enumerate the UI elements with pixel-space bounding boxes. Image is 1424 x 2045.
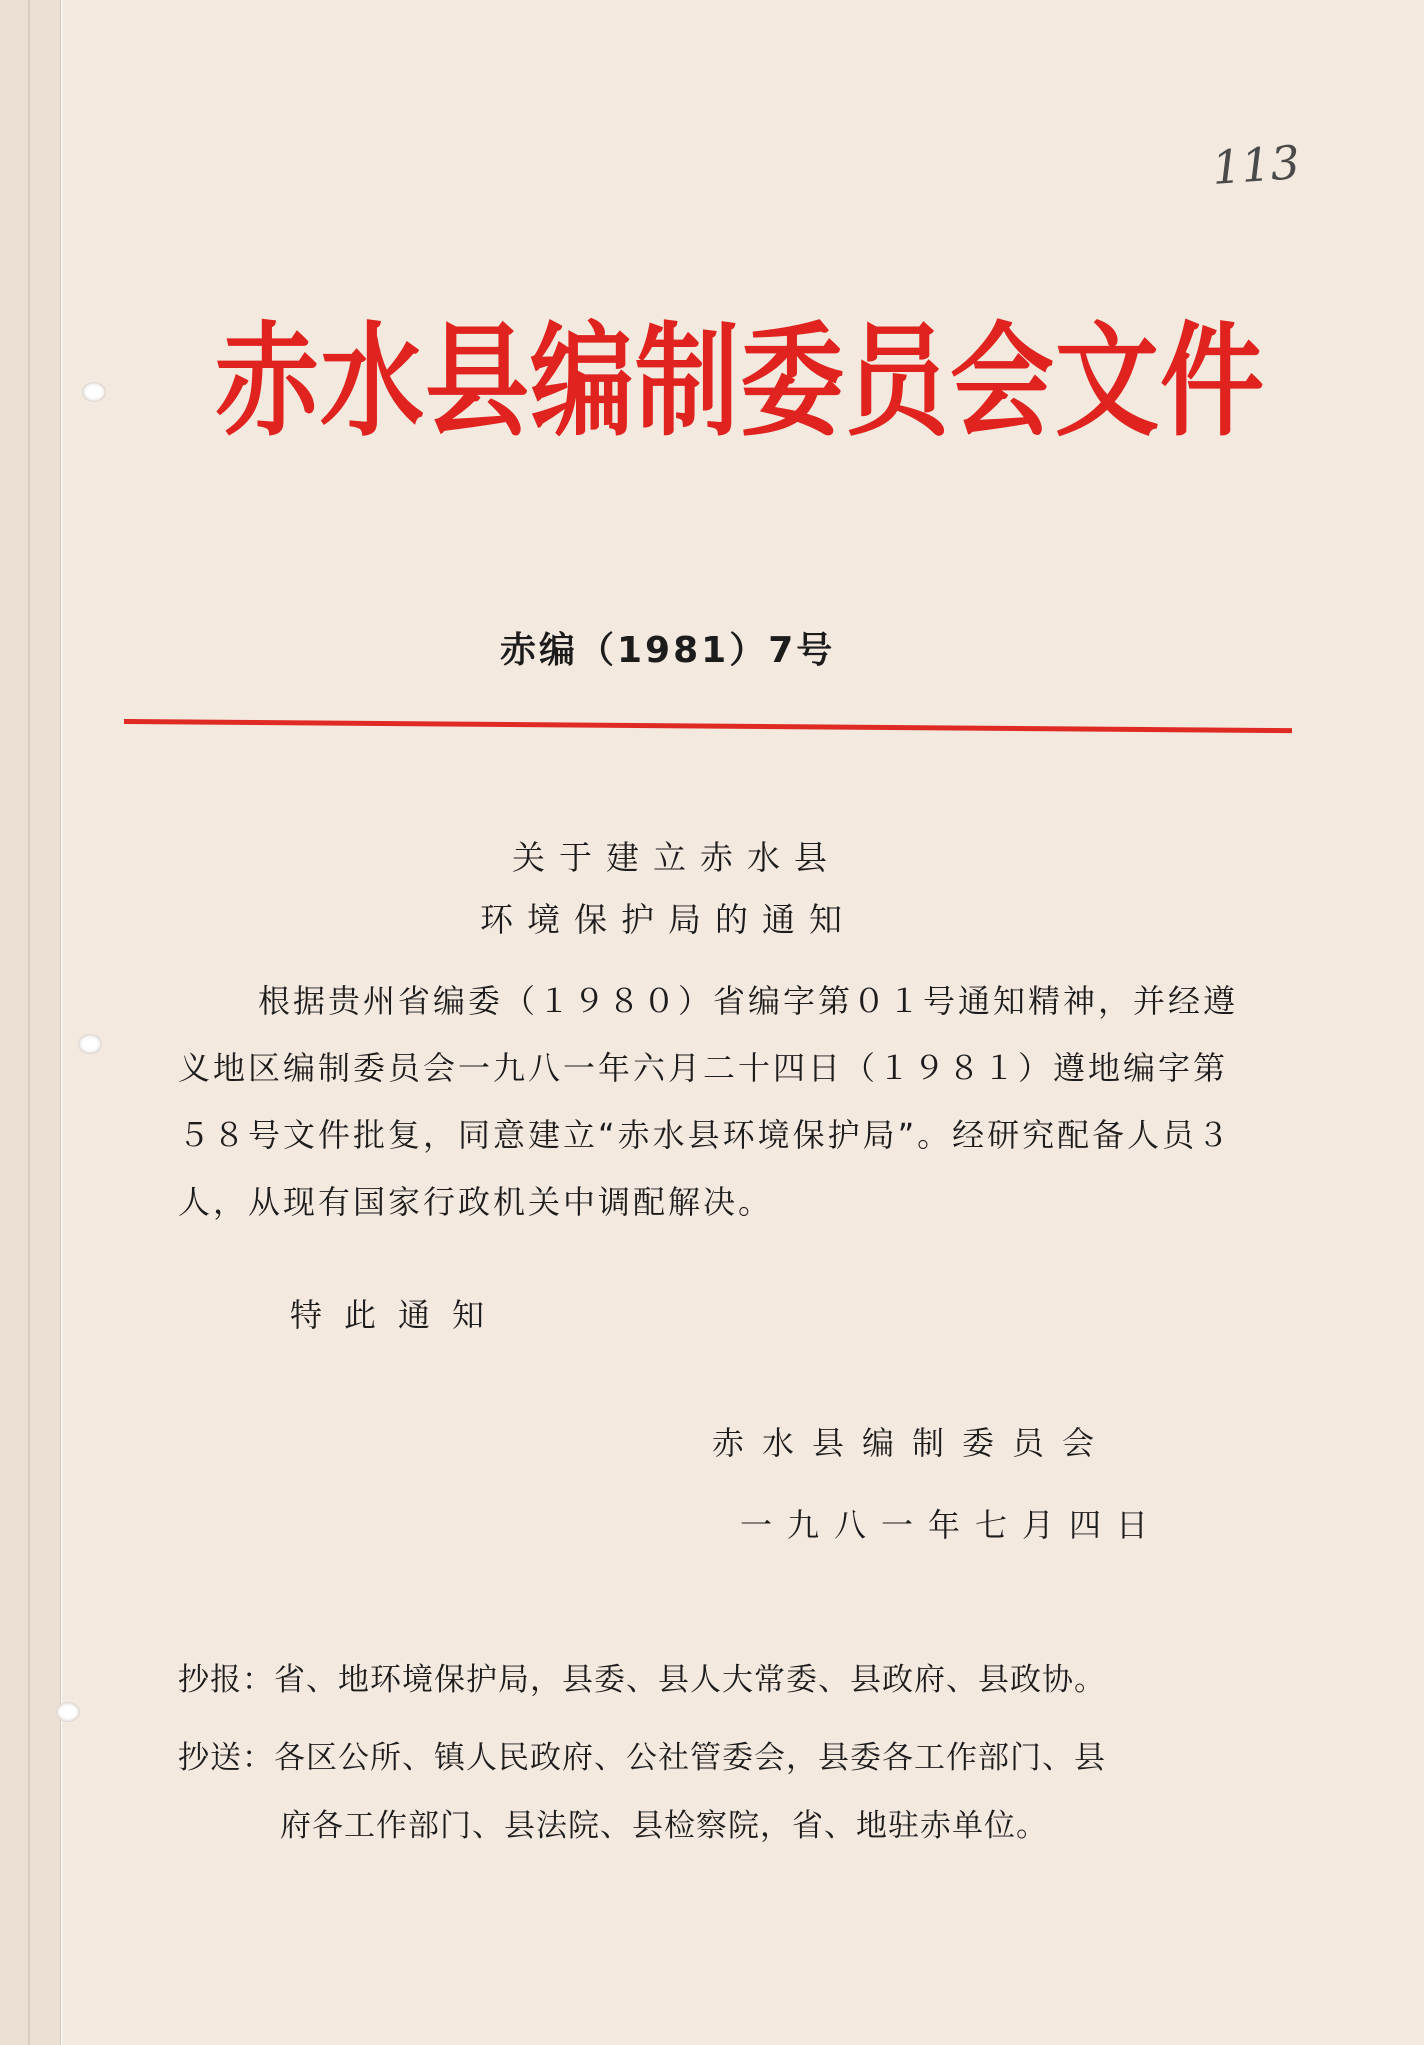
issuing-authority: 赤水县编制委员会 (712, 1424, 1113, 1462)
underlying-sheet-edge (0, 0, 61, 2045)
report-to-line (178, 1654, 1106, 1699)
send-to-line (178, 1732, 1106, 1777)
notice-subject-line-1: 关于建立赤水县 (512, 838, 841, 877)
sheet-fold-line (28, 0, 30, 2045)
notice-subject-line-2: 环境保护局的通知 (480, 900, 856, 939)
punch-hole-bottom (56, 1702, 80, 1722)
notice-body: 根据贵州省编委（１９８０）省编字第０１号通知精神，并经遵义地区编制委员会一九八一年六月二十四日（１９８１）遵地编字第５８号文件批复，同意建立“赤水县环境保护局”。经研究配备人员３人，从现有国家行政机关中调配解决。 (178, 982, 1239, 1221)
issue-date: 一九八一年七月四日 (740, 1506, 1164, 1544)
document-header-title: 赤水县编制委员会文件 (215, 309, 1266, 454)
send-to-line-2 (280, 1800, 1048, 1845)
send-to-recipients-line-2: 府各工作部门、县法院、县检察院，省、地驻赤单位。 (280, 1808, 1048, 1844)
report-to-label: 抄报： (178, 1662, 274, 1698)
punch-hole-middle (78, 1034, 102, 1054)
handwritten-page-number: 113 (1210, 135, 1302, 195)
send-to-recipients-line-1: 各区公所、镇人民政府、公社管委会，县委各工作部门、县 (274, 1740, 1106, 1776)
send-to-label: 抄送： (178, 1740, 274, 1776)
document-number: 赤编（1981）7号 (500, 630, 836, 671)
report-to-recipients: 省、地环境保护局，县委、县人大常委、县政府、县政协。 (274, 1662, 1106, 1698)
notice-closing: 特此通知 (290, 1296, 507, 1334)
punch-hole-top (82, 382, 106, 402)
